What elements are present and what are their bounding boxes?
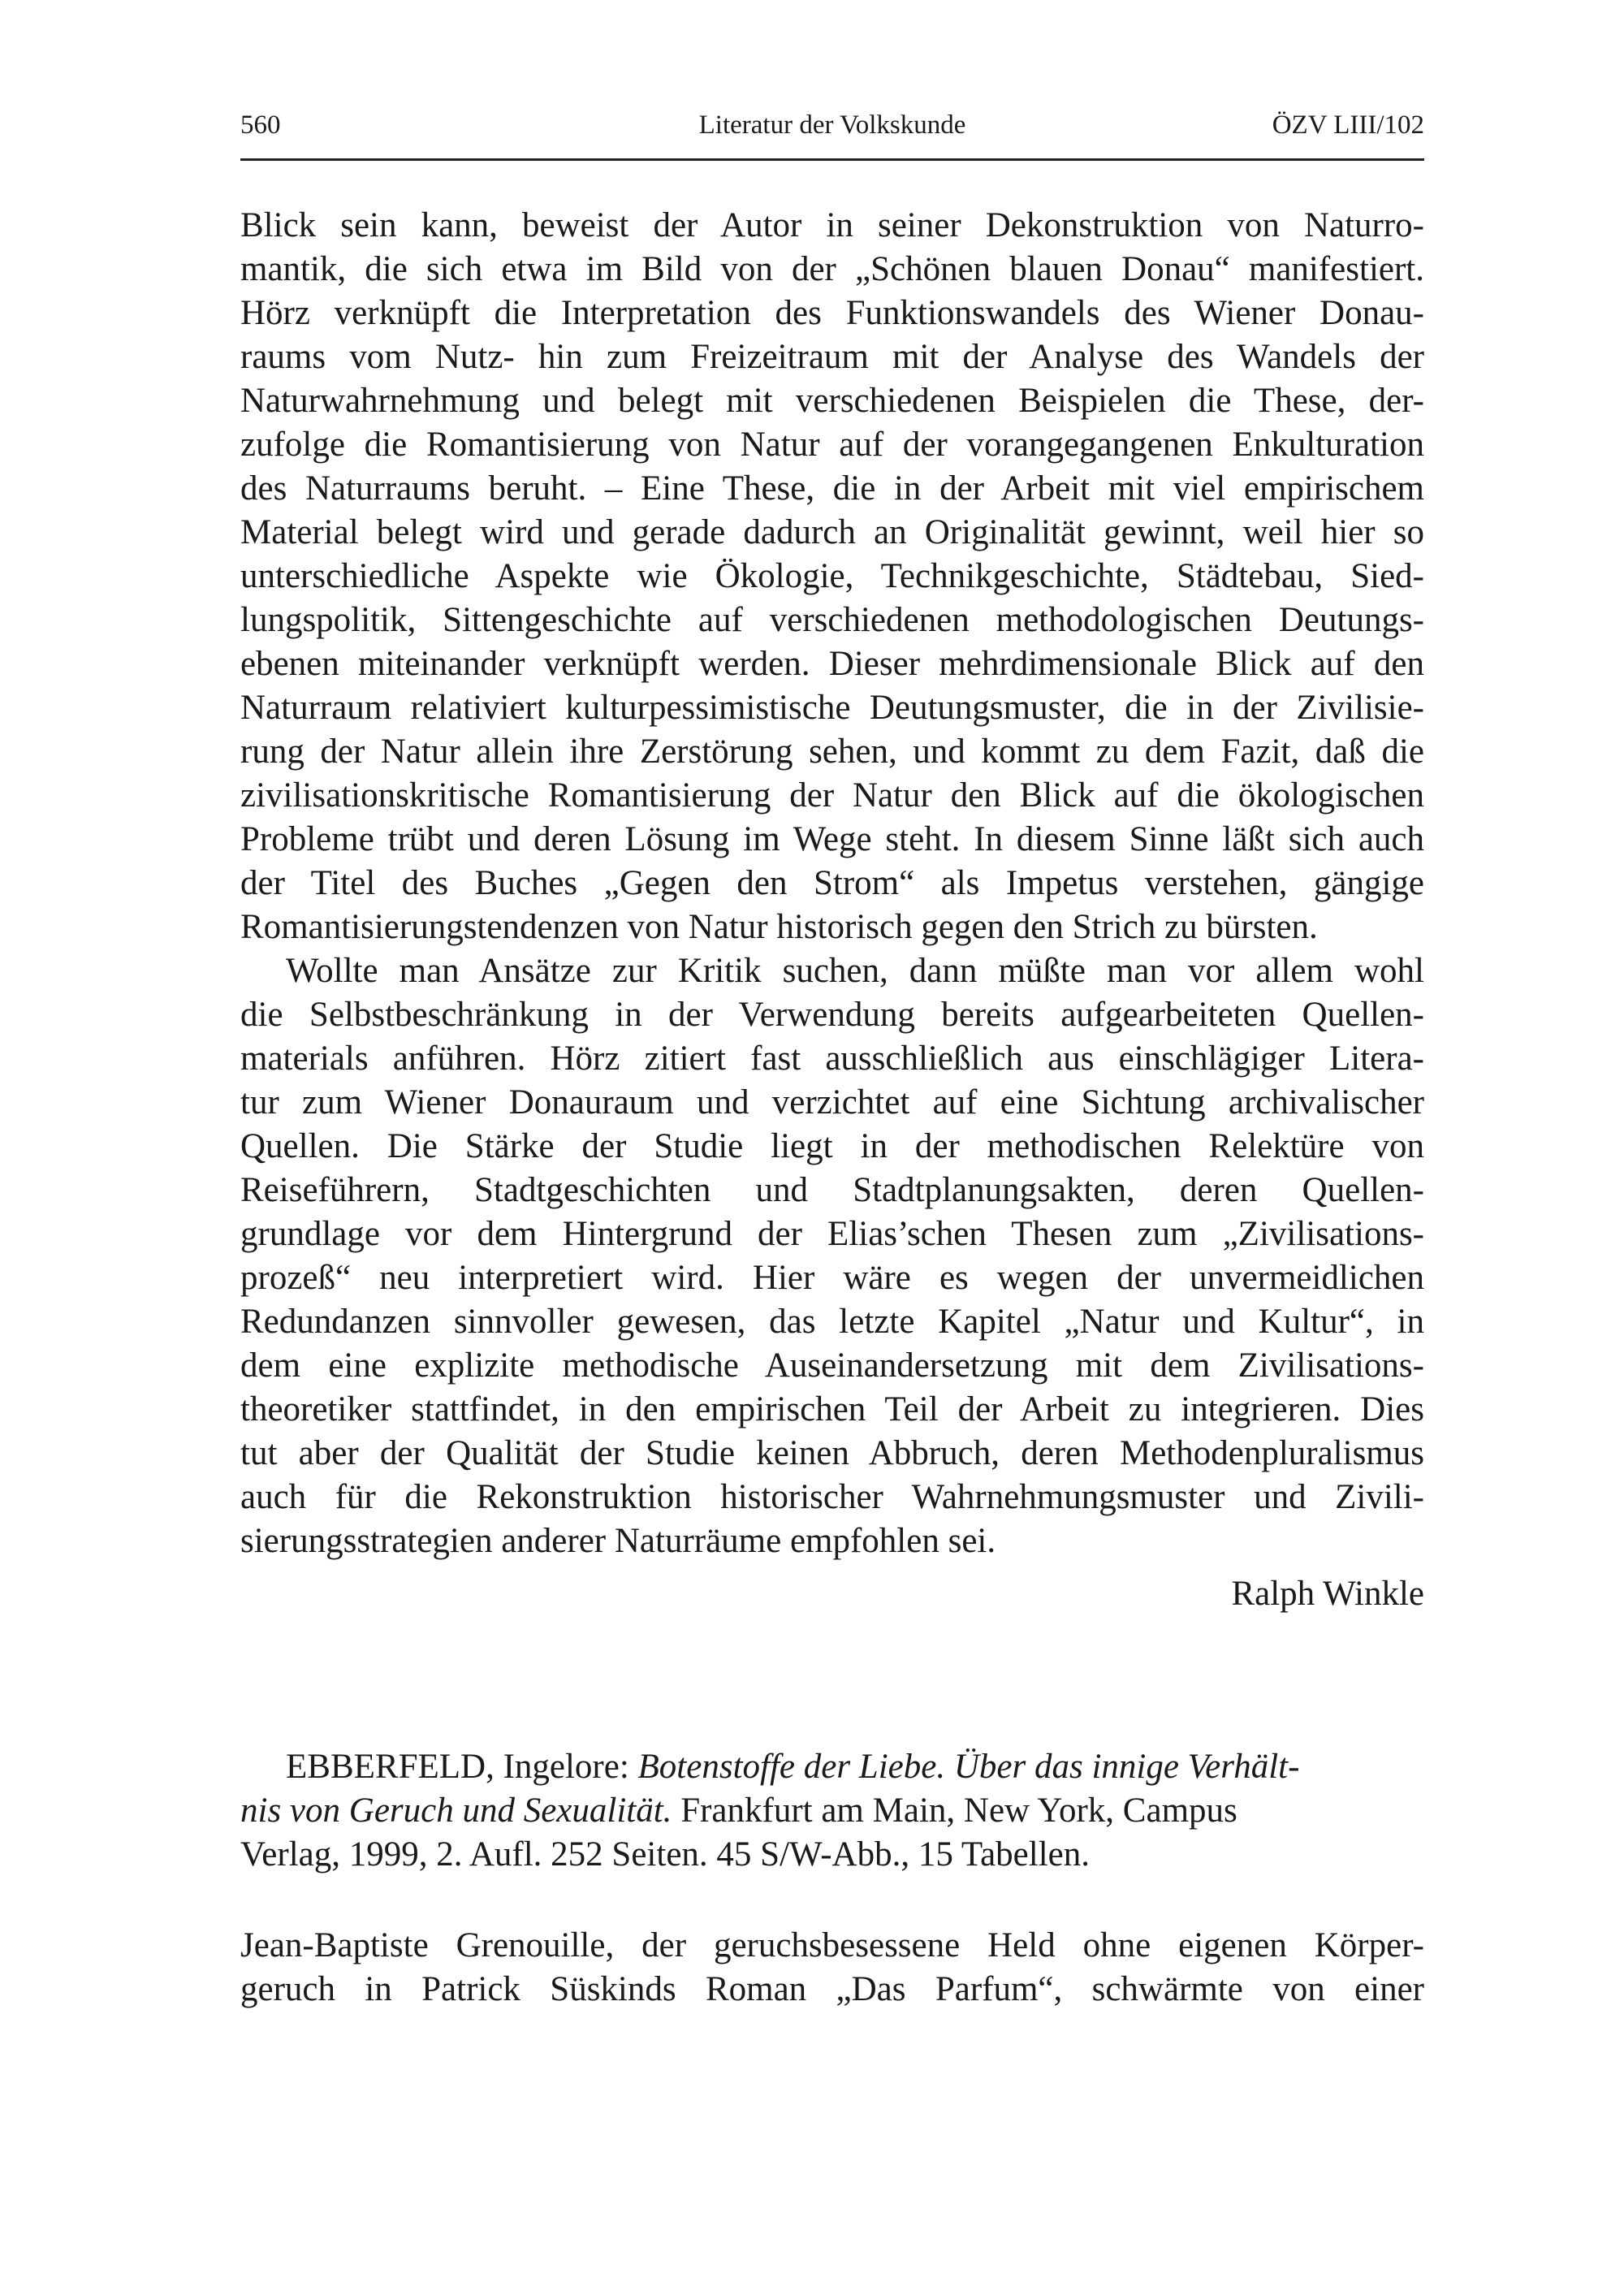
citation-publisher: Frankfurt am Main, New York, Campus — [672, 1791, 1237, 1830]
citation-line — [240, 1833, 1424, 1877]
text-line: tut aber der Qualität der Studie keinen Abbruch, deren Methodenpluralismus — [240, 1434, 1424, 1472]
text-line: Hörz verknüpft die Interpretation des Funktionswandels des Wiener Donau- — [240, 294, 1424, 332]
text-line: Jean-Baptiste Grenouille, der geruchsbesessene Held ohne eigenen Körper- — [240, 1926, 1424, 1964]
text-line: Wollte man Ansätze zur Kritik suchen, dann müßte man vor allem wohl — [286, 952, 1424, 990]
page-number: 560 — [240, 110, 281, 140]
citation-title: nis von Geruch und Sexualität. — [240, 1791, 672, 1830]
book-citation — [240, 1745, 1424, 1877]
running-title: Literatur der Volkskunde — [698, 110, 966, 140]
text-line: Naturwahrnehmung und belegt mit verschiedenen Beispielen die These, der- — [240, 382, 1424, 420]
review2-paragraph-1 — [240, 1924, 1424, 2012]
text-line: Material belegt wird und gerade dadurch an Originalität gewinnt, weil hier so — [240, 513, 1424, 551]
citation-title: Botenstoffe der Liebe. Über das innige Verhält- — [637, 1748, 1300, 1786]
text-line: auch für die Rekonstruktion historischer Wahrnehmungsmuster und Zivili- — [240, 1478, 1424, 1516]
text-line: zivilisationskritische Romantisierung der Natur den Blick auf die ökologischen — [240, 776, 1424, 815]
review-paragraph-1 — [240, 204, 1424, 949]
text-line: Romantisierungstendenzen von Natur historisch gegen den Strich zu bürsten. — [240, 908, 1318, 946]
reviewer-signature: Ralph Winkle — [1231, 1575, 1424, 1613]
text-line: des Naturraums beruht. – Eine These, die in der Arbeit mit viel empirischem — [240, 469, 1424, 508]
text-line: rung der Natur allein ihre Zerstörung sehen, und kommt zu dem Fazit, daß die — [240, 733, 1424, 771]
text-line: mantik, die sich etwa im Bild von der „Schönen blauen Donau“ manifestiert. — [240, 250, 1424, 288]
text-line: zufolge die Romantisierung von Natur auf der vorangegangenen Enkulturation — [240, 426, 1424, 464]
text-line: dem eine explizite methodische Auseinandersetzung mit dem Zivilisations- — [240, 1346, 1424, 1385]
text-line: Probleme trübt und deren Lösung im Wege steht. In diesem Sinne läßt sich auch — [240, 820, 1424, 858]
text-line: Naturraum relativiert kulturpessimistische Deutungsmuster, die in der Zivilisie- — [240, 689, 1424, 727]
text-line: Reiseführern, Stadtgeschichten und Stadtplanungsakten, deren Quellen- — [240, 1171, 1424, 1209]
text-line: raums vom Nutz- hin zum Freizeitraum mit der Analyse des Wandels der — [240, 338, 1424, 376]
citation-line — [240, 1745, 1424, 1789]
text-line: unterschiedliche Aspekte wie Ökologie, Technikgeschichte, Städtebau, Sied- — [240, 557, 1424, 595]
text-line: der Titel des Buches „Gegen den Strom“ als Impetus verstehen, gängige — [240, 864, 1424, 902]
volume-reference: ÖZV LIII/102 — [1272, 110, 1424, 140]
text-line: Blick sein kann, beweist der Autor in seiner Dekonstruktion von Naturro- — [240, 206, 1424, 244]
citation-author: EBBERFELD, Ingelore: — [286, 1748, 629, 1786]
text-line: Redundanzen sinnvoller gewesen, das letzte Kapitel „Natur und Kultur“, in — [240, 1303, 1424, 1341]
text-line: geruch in Patrick Süskinds Roman „Das Parfum“, schwärmte von einer — [240, 1970, 1424, 2008]
text-line: ebenen miteinander verknüpft werden. Dieser mehrdimensionale Blick auf den — [240, 645, 1424, 683]
text-line: grundlage vor dem Hintergrund der Elias’schen Thesen zum „Zivilisations- — [240, 1215, 1424, 1253]
citation-details: Verlag, 1999, 2. Aufl. 252 Seiten. 45 S/W-Abb., 15 Tabellen. — [240, 1835, 1090, 1874]
text-line: prozeß“ neu interpretiert wird. Hier wäre es wegen der unvermeidlichen — [240, 1259, 1424, 1297]
text-line: lungspolitik, Sittengeschichte auf verschiedenen methodologischen Deutungs- — [240, 601, 1424, 639]
text-line: Quellen. Die Stärke der Studie liegt in der methodischen Relektüre von — [240, 1127, 1424, 1165]
citation-line — [240, 1789, 1424, 1833]
running-header — [240, 110, 1424, 146]
review-paragraph-2 — [240, 949, 1424, 1563]
text-line: theoretiker stattfindet, in den empirischen Teil der Arbeit zu integrieren. Dies — [240, 1390, 1424, 1428]
text-line: materials anführen. Hörz zitiert fast ausschließlich aus einschlägiger Litera- — [240, 1039, 1424, 1078]
text-line: sierungsstrategien anderer Naturräume empfohlen sei. — [240, 1522, 996, 1560]
header-rule — [240, 158, 1424, 161]
text-line: die Selbstbeschränkung in der Verwendung bereits aufgearbeiteten Quellen- — [240, 996, 1424, 1034]
text-line: tur zum Wiener Donauraum und verzichtet auf eine Sichtung archivalischer — [240, 1083, 1424, 1122]
